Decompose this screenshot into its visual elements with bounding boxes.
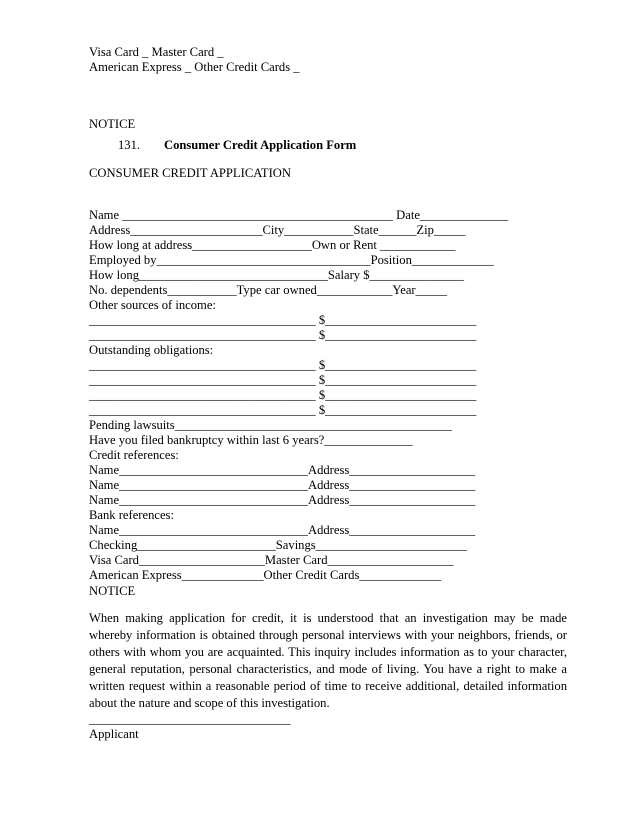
form-line: Credit references:	[89, 448, 179, 462]
notice-paragraph: When making application for credit, it is understood that an investigation may be made whereby information is obtained through personal interviews with your neighbors, friends, or others with whom you are acquainted. This inquiry includes information as to your character, general reputation, personal characteristics, and mode of living. You have a right to make a written request within a reasonable period of time to receive additional, detailed information about the nature and scope of this investigation.	[89, 611, 567, 710]
form-line: ____________________________________ $________________________	[89, 403, 477, 417]
form-line: ____________________________________ $________________________	[89, 373, 477, 387]
form-line: Address_____________________City___________State______Zip_____	[89, 223, 466, 237]
card-options-line: American Express _ Other Credit Cards _	[89, 60, 300, 74]
signature-label: Applicant	[89, 727, 139, 741]
card-options-line: Visa Card _ Master Card _	[89, 45, 224, 59]
form-line: Other sources of income:	[89, 298, 216, 312]
form-line: Name ___________________________________________ Date______________	[89, 208, 509, 222]
form-line: Visa Card____________________Master Card____________________	[89, 553, 454, 567]
form-line: ____________________________________ $________________________	[89, 313, 477, 327]
form-line: ____________________________________ $________________________	[89, 328, 477, 342]
form-line: Outstanding obligations:	[89, 343, 214, 357]
form-line: ____________________________________ $________________________	[89, 358, 477, 372]
form-line: Employed by__________________________________Position_____________	[89, 253, 494, 267]
form-line: Pending lawsuits____________________________________________	[89, 418, 452, 432]
form-title: CONSUMER CREDIT APPLICATION	[89, 166, 291, 180]
form-line: Name______________________________Address____________________	[89, 463, 476, 477]
form-line: Name______________________________Address____________________	[89, 493, 476, 507]
form-line: Name______________________________Address____________________	[89, 478, 476, 492]
form-line: American Express_____________Other Credit Cards_____________	[89, 568, 442, 582]
signature-line: ________________________________	[89, 712, 291, 726]
form-line: Checking______________________Savings________________________	[89, 538, 467, 552]
notice-label: NOTICE	[89, 584, 136, 598]
form-line: No. dependents___________Type car owned____________Year_____	[89, 283, 448, 297]
form-line: ____________________________________ $________________________	[89, 388, 477, 402]
form-line: Bank references:	[89, 508, 174, 522]
form-line: How long at address___________________Own or Rent ____________	[89, 238, 456, 252]
section-title: Consumer Credit Application Form	[164, 138, 357, 152]
form-line: Have you filed bankruptcy within last 6 years?______________	[89, 433, 413, 447]
section-number: 131.	[118, 138, 141, 152]
form-line: How long______________________________Salary $_______________	[89, 268, 465, 282]
form-line: Name______________________________Address____________________	[89, 523, 476, 537]
notice-label: NOTICE	[89, 117, 136, 131]
